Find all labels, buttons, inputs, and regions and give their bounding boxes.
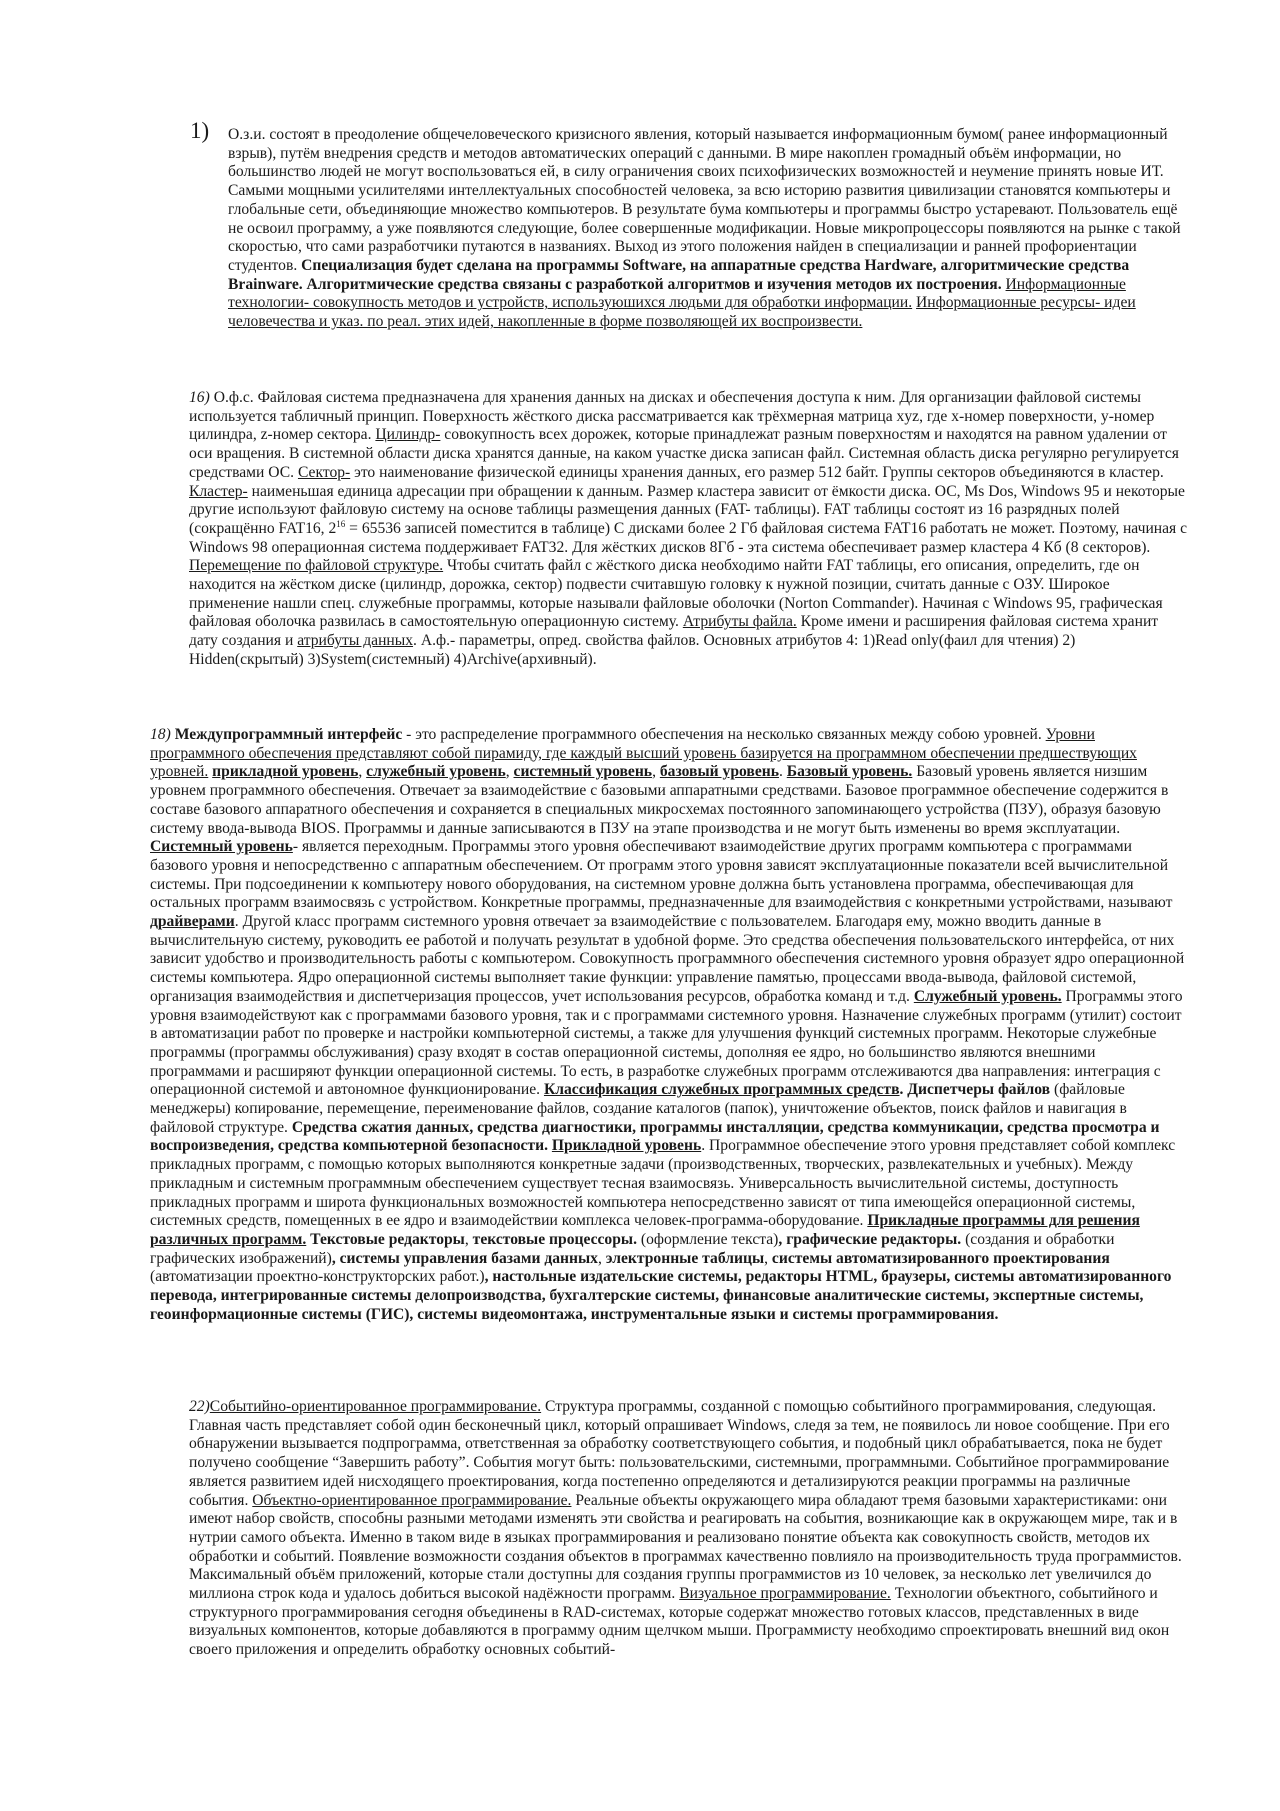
s4-text: Реальные объекты окружающего мира обладают тремя базовыми характеристиками: они имеют набор свойств, способны разными методами изменять эти свойства и реагировать на события, возникающие как в окружающем мире, так и в нутрии самого объекта. Именно в таком виде в языках программирования и реализовано понятие объекта как совокупность свойств, методов их обработки и событий. Появление возможности создания объектов в программах качественно повлияло на производительность труда программистов. Максимальный объём приложений, которые стали доступны для создания группы программистов из 10 человек, за несколько лет увеличился до миллиона строк кода и удалось добиться высокой надёжности программ.	[189, 1491, 1182, 1603]
s2-text: это наименование физической единицы хранения данных, его размер 512 байт. Группы секторов объединяются в кластер.	[350, 463, 1164, 481]
s3-term-file-managers: . Диспетчеры файлов	[899, 1081, 1051, 1099]
section-1-number: 1)	[190, 118, 210, 143]
s4-text: Технологии объектного, событийного и структурного программирования сегодня объединены в RAD-системах, которые содержат множество готовых классов, представленных в виде визуальных компонентов, которые добавляются в программу одним щелчком мыши. Программисту необходимо спроектировать внешний вид окон своего приложения и определить обработку основных событий-	[189, 1585, 1170, 1659]
s4-text: Структура программы, созданной с помощью событийного программирования, следующая. Главная часть представляет собой один бесконечный цикл, который опрашивает Windows, следя за тем, не появилось ли новое сообщение. При его обнаружении вызывается подпрограмма, ответственная за обработку соответствующего события, и подобный цикл обрабатывается, пока не будет получено сообщение “Завершить работу”. События могут быть: пользовательскими, системными, программными. Событийное программирование является развитием идей нисходящего проектирования, когда постепенно определяются и детализируются реакции программы на различные события.	[189, 1398, 1170, 1509]
s3-level-system: системный уровень	[513, 763, 653, 781]
s2-term-cluster: Кластер-	[189, 482, 248, 500]
s3-text: - является переходным. Программы этого уровня обеспечивают взаимодействие других программ компьютера с программами базового уровня и непосредственно с аппаратным обеспечением. От программ этого уровня зависят эксплуатационные показатели всей вычислительной системы. При подсоединении к компьютеру нового оборудования, на системном уровне должна быть установлена программа, обеспечивающая для остальных программ взаимосвязь с устройством. Конкретные программы, предназначенные для взаимодействия с конкретными устройствами, называют	[150, 838, 1173, 912]
s3-term-spreadsheets: электронные таблицы	[605, 1249, 765, 1267]
s3-heading-term: Междупрограммный интерфейс	[174, 726, 403, 743]
s3-level-service-heading: Служебный уровень.	[913, 987, 1062, 1005]
s3-level-system-heading: Системный уровень	[150, 838, 293, 856]
s2-text: Чтобы считать файл с жёсткого диска необходимо найти FAT таблицы, его описания, определить, где он находится на жёстком диске (цилиндр, дорожка, сектор) подвести считавшую головку к нужной позиции, считать данные с ОЗУ. Широкое применение нашли спец. служебные программы, которые называли файловые оболочки (Norton Commander). Начиная с Windows 95, графическая файловая оболочка развилась в самостоятельную операционную систему.	[189, 557, 1163, 631]
s2-superscript: 16	[336, 518, 346, 529]
section-18-paragraph: 18) Междупрограммный интерфейс - это распределение программного обеспечения на несколько связанных между собою уровней. Уровни программного обеспечения представляют собой пирамиду, где каждый высший уровень базируется на программном обеспечении предшествующих уровней. прикладной уровень, служебный уровень, системный уровень, базовый уровень. Базовый уровень. Базовый уровень является низшим уровнем программного обеспечения. Отвечает за взаимодействие с базовыми аппаратными средствами. Базовое программное обеспечение содержится в составе базового аппаратного обеспечения и сохраняется в специальных микросхемах постоянного запоминающего устройства (ПЗУ), образуя базовую систему ввода-вывода BIOS. Программы и данные записываются в ПЗУ на этапе производства и не могут быть изменены во время эксплуатации. Системный уровень- является переходным. Программы этого уровня обеспечивают взаимодействие других программ компьютера с программами базового уровня и непосредственно с аппаратным обеспечением. От программ этого уровня зависят эксплуатационные показатели всей вычислительной системы. При подсоединении к компьютеру нового оборудования, на системном уровне должна быть установлена программа, обеспечивающая для остальных программ взаимосвязь с устройством. Конкретные программы, предназначенные для взаимодействия с конкретными устройствами, называют драйверами. Другой класс программ системного уровня отвечает за взаимодействие с пользователем. Благодаря ему, можно вводить данные в вычислительную систему, руководить ее работой и получать результат в удобной форме. Это средства обеспечения пользовательского интерфейса, от них зависит удобство и производительность работы с компьютером. Совокупность программного обеспечения системного уровня образует ядро операционной системы компьютера. Ядро операционной системы выполняет такие функции: управление памятью, процессами ввода-вывода, файловой системой, организация взаимодействия и диспетчеризация процессов, учет использования ресурсов, обработка команд и т.д. Служебный уровень. Программы этого уровня взаимодействуют как с программами базового уровня, так и с программами системного уровня. Назначение служебных программ (утилит) состоит в автоматизации работ по проверке и настройки компьютерной системы, а также для улучшения функций системных программ. Некоторые служебные программы (программы обслуживания) сразу входят в состав операционной системы, дополняя ее ядро, но большинство являются внешними программами и расширяют функции операционной системы. То есть, в разработке служебных программ отслеживаются два направления: интеграция с операционной системой и автономное функционирование. Классификация служебных программных средств. Диспетчеры файлов (файловые менеджеры) копирование, перемещение, переименование файлов, создание каталогов (папок), уничтожение объектов, поиск файлов и навигация в файловой структуре. Средства сжатия данных, средства диагностики, программы инсталляции, средства коммуникации, средства просмотра и воспроизведения, средства компьютерной безопасности. Прикладной уровень. Программное обеспечение этого уровня представляет собой комплекс прикладных программ, с помощью которых выполняются конкретные задачи (производственных, творческих, развлекательных и учебных). Между прикладным и системным программным обеспечением существует тесная взаимосвязь. Универсальность вычислительной системы, доступность прикладных программ и широта функциональных возможностей компьютера непосредственно зависят от типа имеющейся операционной системы, системных средств, помещенных в ее ядро и взаимодействии комплекса человек-программа-оборудование. Прикладные программы для решения различных программ. Текстовые редакторы, текстовые процессоры. (оформление текста), графические редакторы. (создания и обработки графических изображений), системы управления базами данных, электронные таблицы, системы автоматизированного проектирования (автоматизации проектно-конструкторских работ.), настольные издательские системы, редакторы HTML, браузеры, системы автоматизированного перевода, интегрированные системы делопроизводства, бухгалтерские системы, финансовые аналитические системы, экспертные системы, геоинформационные системы (ГИС), системы видеомонтажа, инструментальные языки и системы программирования.	[150, 726, 1185, 1323]
s2-text: = 65536 записей поместится в таблице) С дисками более 2 Гб файловая система FAT16 работать не может. Поэтому, начиная с Windows 98 операционная система поддерживает FAT32. Для жёстких дисков 8Гб - эта система обеспечивает размер кластера 4 Кб (8 секторов).	[189, 519, 1188, 556]
s3-text: ,	[464, 1230, 473, 1248]
s3-term-text-editors: Текстовые редакторы	[306, 1230, 465, 1248]
s3-text: (файловые менеджеры) копирование, перемещение, переименование файлов, создание каталогов (папок), уничтожение объектов, поиск файлов и навигация в файловой структуре.	[150, 1081, 1127, 1136]
s2-number: 16)	[189, 389, 210, 406]
s3-level-service: служебный уровень	[366, 763, 506, 781]
s2-text: наименьшая единица адресации при обращении к данным. Размер кластера зависит от ёмкости диска. ОС, Ms Dos, Windows 95 и некоторые другие используют файловую систему на основе таблицы размещения данных (FAT- таблицы). FAT таблицы состоят из 16 разрядных полей (сокращённо FAT16, 2	[189, 482, 1185, 537]
section-16-paragraph	[189, 389, 1188, 670]
s2-text: . А.ф.- параметры, опред. свойства файлов. Основных атрибутов 4: 1)Read only(фаил для чтения) 2) Hidden(скрытый) 3)System(системный) 4)Archive(архивный).	[189, 632, 1076, 668]
s4-term-visual: Визуальное программирование.	[679, 1585, 891, 1603]
s3-level-base-heading: Базовый уровень.	[786, 763, 913, 781]
s3-bold-list: Средства сжатия данных, средства диагностики, программы инсталляции, средства коммуникации, средства просмотра и воспроизведения, средства компьютерной безопасности.	[150, 1118, 1160, 1155]
s3-text: ,	[764, 1249, 772, 1267]
s2-term-data-attributes: атрибуты данных	[297, 632, 414, 650]
s3-text: Программы этого уровня взаимодействуют как с программами базового уровня, так и с программами системного уровня. Назначение служебных программ (утилит) состоит в автоматизации работ по проверке и настройки компьютерной системы, а также для улучшения функций системных программ. Некоторые служебные программы (программы обслуживания) сразу входят в состав операционной системы, дополняя ее ядро, но большинство являются внешними программами и расширяют функции операционной системы. То есть, в разработке служебных программ отслеживаются два направления: интеграция с операционной системой и автономное функционирование.	[150, 987, 1183, 1099]
s2-text: совокупность всех дорожек, которые принадлежат разным поверхностям и находятся на равном удалении от оси вращения. В системной области диска хранятся данные, на каком участке диска записан файл. Системная область диска регулярно регулируется средствами ОС.	[189, 426, 1179, 481]
s1-bold-text: Специализация будет сделана на программы Software, на аппаратные средства Hardware, алгоритмические средства Brainware. Алгоритмические средства связаны с разработкой алгоритмов и изучения методов их построения.	[228, 256, 1130, 293]
s3-text: ,	[597, 1249, 606, 1267]
s3-text: Базовый уровень является низшим уровнем программного обеспечения. Отвечает за взаимодействие с базовыми аппаратными средствами. Базовое программное обеспечение содержится в составе базового аппаратного обеспечения и сохраняется в специальных микросхемах постоянного запоминающего устройства (ПЗУ), образуя базовую систему ввода-вывода BIOS. Программы и данные записываются в ПЗУ на этапе производства и не могут быть изменены во время эксплуатации.	[150, 763, 1169, 837]
s3-text: (оформление текста)	[636, 1230, 779, 1248]
s3-bold-list-2: , настольные издательские системы, редакторы HTML, браузеры, системы автоматизированного перевода, интегрированные системы делопроизводства, бухгалтерские системы, финансовые аналитические системы, экспертные системы, геоинформационные системы (ГИС), системы видеомонтажа, инструментальные языки и системы программирования.	[150, 1268, 1172, 1323]
s3-term-dbms: , системы управления базами данных	[331, 1249, 598, 1267]
s3-text: (создания и обработки графических изображений)	[150, 1230, 1115, 1267]
s2-term-attributes: Атрибуты файла.	[682, 613, 797, 631]
s3-text: . Другой класс программ системного уровня отвечает за взаимодействие с пользователем. Благодаря ему, можно вводить данные в вычислительную систему, руководить ее работой и получать результат в удобной форме. Это средства обеспечения пользовательского интерфейса, от них зависит удобство и производительность работы с компьютером. Совокупность программного обеспечения системного уровня образует ядро операционной системы компьютера. Ядро операционной системы выполняет такие функции: управление памятью, процессами ввода-вывода, файловой системой, организация взаимодействия и диспетчеризация процессов, учет использования ресурсов, обработка команд и т.д.	[150, 913, 1185, 1005]
s3-term-drivers: драйверами	[150, 913, 235, 931]
s3-underlined-text: Уровни программного обеспечения представляют собой пирамиду, где каждый высший уровень базируется на программном обеспечении предшествующих уровней.	[150, 726, 1137, 781]
section-22-paragraph	[189, 1398, 1188, 1660]
s3-level-applied-heading: Прикладной уровень	[551, 1137, 702, 1155]
s1-underlined-text: Информационные технологии- совокупность методов и устройств, используюшихся людьми для обработки информации.	[228, 275, 1126, 312]
s3-text: . Программное обеспечение этого уровня представляет собой комплекс прикладных программ, с помощью которых выполняются конкретные задачи (производственных, творческих, развлекательных и учебных). Между прикладным и системным программным обеспечением существует тесная взаимосвязь. Универсальность вычислительной системы, доступность прикладных программ и широта функциональных возможностей компьютера непосредственно зависят от типа имеющейся операционной системы, системных средств, помещенных в ее ядро и взаимодействии комплекса человек-программа-оборудование.	[150, 1137, 1176, 1230]
s2-term-navigation: Перемещение по файловой структуре.	[189, 557, 444, 575]
s1-underlined-text-2: Информационные ресурсы- идеи человечества и указ. по реал. этих идей, накопленные в форме позволяющей их воспроизвести.	[228, 294, 1136, 331]
section-1-paragraph	[228, 126, 1188, 332]
s3-classification-heading: Классификация служебных программных средств	[543, 1081, 900, 1099]
s3-number: 18)	[150, 726, 171, 743]
s3-text: - это распределение программного обеспечения на несколько связанных между собою уровней.	[402, 726, 1042, 743]
s2-term-sector: Сектор-	[297, 463, 351, 481]
s2-text: О.ф.с. Файловая система предназначена для хранения данных на дисках и обеспечения доступа к ним. Для организации файловой системы используется табличный принцип. Поверхность жёсткого диска рассматривается как трёхмерная матрица xyz, где x-номер поверхности, y-номер цилиндра, z-номер сектора.	[189, 389, 1155, 444]
s2-text: Кроме имени и расширения файловая система хранит дату создания и	[189, 613, 1159, 650]
s3-term-graphic-editors: , графические редакторы.	[778, 1230, 962, 1248]
s2-term-cylinder: Цилиндр-	[375, 426, 441, 444]
s4-number: 22)	[189, 1398, 210, 1415]
s3-applied-programs-heading: Прикладные программы для решения различных программ.	[150, 1212, 1140, 1248]
s3-text: (автоматизации проектно-конструкторских работ.)	[150, 1268, 485, 1286]
s3-level-base: базовый уровень	[659, 763, 779, 781]
s3-term-cad: системы автоматизированного проектирования	[771, 1249, 1110, 1267]
s3-level-applied: прикладной уровень	[212, 763, 359, 781]
s4-term-oop: Объектно-ориентированное программирование.	[252, 1491, 572, 1509]
s3-term-text-processors: текстовые процессоры.	[472, 1230, 637, 1248]
s4-term-event-driven: Событийно-ориентированное программирование.	[209, 1398, 542, 1415]
s1-text: О.з.и. состоят в преодоление общечеловеческого кризисного явления, который называется информационным бумом( ранее информационный взрыв), путём внедрения средств и методов автоматических операций с данными. В мире накоплен громадный объём информации, но большинство людей не могут воспользоваться ей, в силу ограничения своих психофизических возможностей и неумение принять новые ИТ. Самыми мощными усилителями интеллектуальных способностей человека, за всю историю развития цивилизации становятся компьютеры и глобальные сети, объединяющие множество компьютеров. В результате бума компьютеры и программы быстро устаревают. Пользователь ещё не освоил программу, а уже появляются следующие, более совершенные модификации. Новые микропроцессоры появляются на рынке с такой скоростью, что сами разработчики путаются в названиях. Выход из этого положения найден в специализации и ранней профориентации студентов.	[228, 126, 1181, 274]
